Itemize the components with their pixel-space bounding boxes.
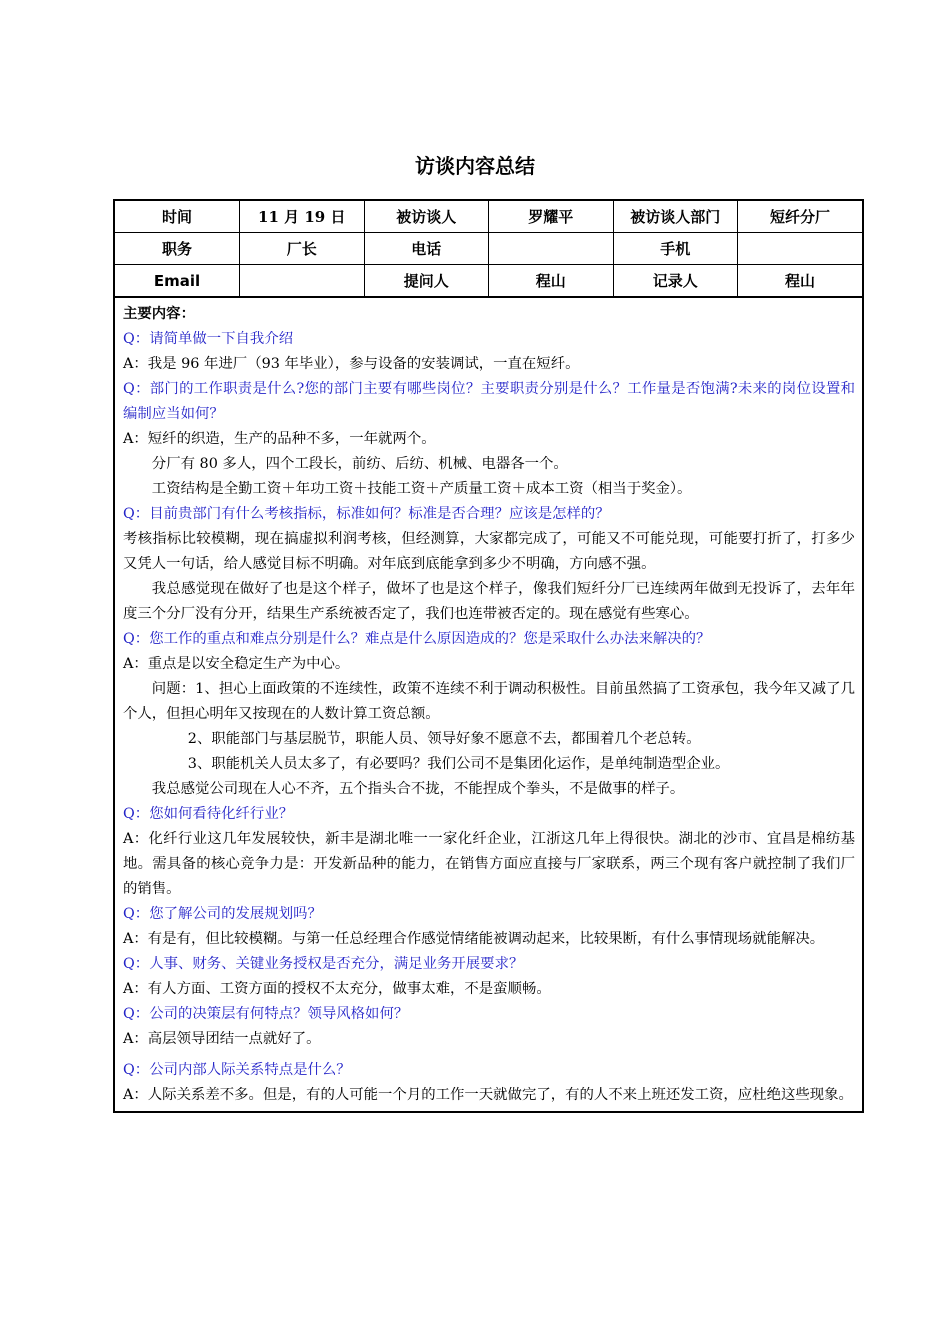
- question: Q：部门的工作职责是什么?您的部门主要有哪些岗位？主要职责分别是什么？工作量是否饱满?未来的岗位设置和编制应当如何？: [123, 381, 855, 422]
- answer-paragraph: 问题：1、担心上面政策的不连续性，政策不连续不利于调动积极性。目前虽然搞了工资承包，我今年又减了几个人，但担心明年又按现在的人数计算工资总额。: [123, 681, 855, 722]
- position-label: 职务: [115, 233, 240, 265]
- email-value: [240, 265, 365, 298]
- header-table: [115, 201, 862, 298]
- email-label: Email: [115, 265, 240, 298]
- interview-form: [113, 199, 864, 1113]
- answer-paragraph: 我总感觉公司现在人心不齐，五个指头合不拢，不能捏成个拳头，不是做事的样子。: [151, 781, 685, 797]
- question: Q：您了解公司的发展规划吗？: [123, 906, 322, 922]
- answer-paragraph: 我总感觉现在做好了也是这个样子，做坏了也是这个样子，像我们短纤分厂已连续两年做到无投诉了，去年年度三个分厂没有分开，结果生产系统被否定了，我们也连带被否定的。现在感觉有些寒心。: [123, 581, 855, 622]
- answer: A：有人方面、工资方面的授权不太充分，做事太难，不是蛮顺畅。: [123, 981, 551, 997]
- answer-paragraph: 分厂有 80 多人，四个工段长，前纺、后纺、机械、电器各一个。: [151, 456, 568, 472]
- department-value: 短纤分厂: [738, 201, 863, 233]
- phone-value: [489, 233, 614, 265]
- interviewee-label: 被访谈人: [364, 201, 489, 233]
- recorder-value: 程山: [738, 265, 863, 298]
- asker-value: 程山: [489, 265, 614, 298]
- phone-label: 电话: [364, 233, 489, 265]
- question: Q：公司的决策层有何特点？领导风格如何？: [123, 1006, 409, 1022]
- position-value: 厂长: [240, 233, 365, 265]
- question: Q：人事、财务、关键业务授权是否充分，满足业务开展要求？: [123, 956, 524, 972]
- answer: A：有是有，但比较模糊。与第一任总经理合作感觉情绪能被调动起来，比较果断，有什么事情现场就能解决。: [123, 931, 825, 947]
- answer-paragraph: 2、职能部门与基层脱节，职能人员、领导好象不愿意不去，都围着几个老总转。: [187, 731, 701, 747]
- mobile-label: 手机: [613, 233, 738, 265]
- answer: A：短纤的织造，生产的品种不多，一年就两个。: [123, 431, 436, 447]
- question: Q：公司内部人际关系特点是什么？: [123, 1062, 351, 1078]
- interviewee-value: 罗耀平: [489, 201, 614, 233]
- page-title: 访谈内容总结: [415, 154, 535, 178]
- answer: A：人际关系差不多。但是，有的人可能一个月的工作一天就做完了，有的人不来上班还发工资，应杜绝这些现象。: [123, 1087, 853, 1103]
- question: Q：请简单做一下自我介绍: [123, 331, 294, 347]
- department-label: 被访谈人部门: [613, 201, 738, 233]
- answer: A：化纤行业这几年发展较快，新丰是湖北唯一一家化纤企业，江浙这几年上得很快。湖北的沙市、宜昌是棉纺基地。需具备的核心竞争力是：开发新品种的能力，在销售方面应直接与厂家联系，两三个现有客户就控制了我们厂的销售。: [123, 831, 855, 897]
- time-value: 11 月 19 日: [240, 201, 365, 233]
- asker-label: 提问人: [364, 265, 489, 298]
- answer: A：重点是以安全稳定生产为中心。: [123, 656, 350, 672]
- answer-paragraph: 3、职能机关人员太多了，有必要吗？我们公司不是集团化运作，是单纯制造型企业。: [187, 756, 730, 772]
- question: Q：目前贵部门有什么考核指标，标准如何？标准是否合理？应该是怎样的？: [123, 506, 610, 522]
- question: Q：您如何看待化纤行业？: [123, 806, 294, 822]
- time-label: 时间: [115, 201, 240, 233]
- question: Q：您工作的重点和难点分别是什么？难点是什么原因造成的？您是采取什么办法来解决的？: [123, 631, 711, 647]
- mobile-value: [738, 233, 863, 265]
- content-heading: 主要内容：: [123, 306, 195, 322]
- answer-paragraph: 考核指标比较模糊，现在搞虚拟利润考核，但经测算，大家都完成了，可能又不可能兑现，可能要打折了，打多少又凭人一句话，给人感觉目标不明确。对年底到底能拿到多少不明确，方向感不强。: [123, 531, 855, 572]
- recorder-label: 记录人: [613, 265, 738, 298]
- answer-paragraph: 工资结构是全勤工资＋年功工资＋技能工资＋产质量工资＋成本工资（相当于奖金）。: [151, 481, 692, 497]
- main-content: [115, 298, 862, 1111]
- answer: A：我是 96 年进厂（93 年毕业），参与设备的安装调试，一直在短纤。: [123, 356, 580, 372]
- answer: A：高层领导团结一点就好了。: [123, 1031, 321, 1047]
